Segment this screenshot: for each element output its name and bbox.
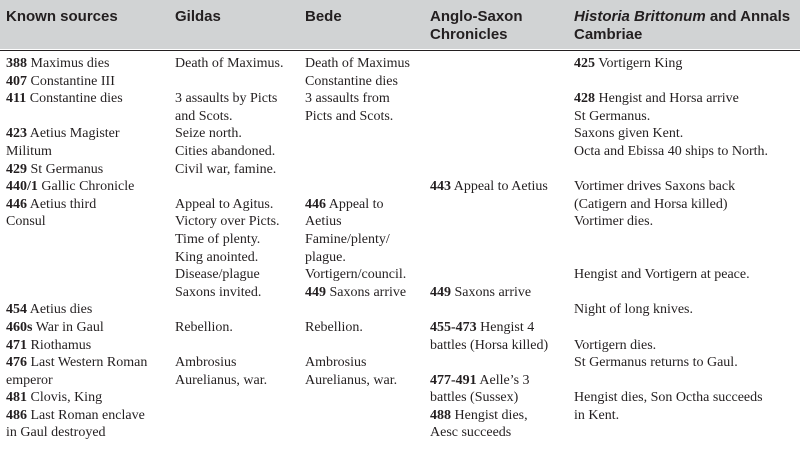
table-cell-line <box>175 108 283 126</box>
table-cell-line <box>305 55 410 73</box>
table-cell-line <box>574 178 768 196</box>
table-cell-line <box>6 407 147 425</box>
table-cell-line <box>574 319 768 337</box>
event-text: plague. <box>305 249 346 265</box>
event-text: Victory over Picts. <box>175 214 280 230</box>
date-label: 388 <box>6 56 27 71</box>
date-label: 477-491 <box>430 372 477 388</box>
event-text: Hengist dies, <box>451 407 528 423</box>
table-cell-line <box>430 407 548 425</box>
table-cell-line <box>574 266 768 284</box>
table-cell-line <box>305 196 410 214</box>
table-cell-line <box>6 108 147 126</box>
table-cell-line <box>175 55 283 73</box>
table-cell-line <box>305 301 410 319</box>
event-text: Constantine III <box>27 73 115 89</box>
table-cell-line <box>305 178 410 196</box>
table-cell-line <box>574 301 768 319</box>
event-text: Picts and Scots. <box>305 108 394 124</box>
header-gildas-text: Gildas <box>175 8 221 25</box>
table-cell-line <box>430 73 548 91</box>
table-cell-line <box>305 337 410 355</box>
event-text: emperor <box>6 372 53 388</box>
table-cell-line <box>305 231 410 249</box>
event-text: Civil war, famine. <box>175 161 277 177</box>
table-cell-line <box>430 125 548 143</box>
table-cell-line <box>430 196 548 214</box>
table-cell-line <box>574 143 768 161</box>
table-cell-line <box>574 284 768 302</box>
date-label: 449 <box>305 284 326 300</box>
table-cell-line <box>430 389 548 407</box>
date-label: 423 <box>6 126 27 142</box>
event-text: War in Gaul <box>32 319 104 335</box>
header-rule <box>0 50 800 51</box>
table-cell-line <box>305 161 410 179</box>
table-cell-line <box>574 108 768 126</box>
event-text: 3 assaults from <box>305 91 390 107</box>
table-cell-line <box>574 161 768 179</box>
table-cell-line <box>6 143 147 161</box>
event-text: battles (Horsa killed) <box>430 337 549 353</box>
date-label: 443 <box>430 179 451 195</box>
table-cell-line <box>175 178 283 196</box>
table-cell-line <box>305 319 410 337</box>
table-cell-line <box>6 125 147 143</box>
table-cell-line <box>430 372 548 390</box>
column-bede <box>305 55 410 389</box>
event-text: St Germanus <box>27 161 104 177</box>
table-cell-line <box>430 213 548 231</box>
table-cell-line <box>175 73 283 91</box>
table-cell-line <box>175 161 283 179</box>
date-label: 471 <box>6 337 27 353</box>
date-label: 440/1 <box>6 179 38 195</box>
header-bede-text: Bede <box>305 8 342 25</box>
table-cell-line <box>6 55 147 73</box>
table-cell-line <box>6 161 147 179</box>
event-text: Maximus dies <box>27 56 110 71</box>
date-label: 411 <box>6 91 27 107</box>
event-text: Disease/plague <box>175 267 260 283</box>
event-text: King anointed. <box>175 249 259 265</box>
table-cell-line <box>305 143 410 161</box>
table-cell-line <box>6 231 147 249</box>
event-text: in Gaul destroyed <box>6 425 106 441</box>
table-cell-line <box>430 161 548 179</box>
table-cell-line <box>430 319 548 337</box>
table-cell-line <box>430 108 548 126</box>
date-label: 449 <box>430 284 451 300</box>
event-text: Appeal to <box>326 196 384 212</box>
header-asc-line1: Anglo-Saxon <box>430 8 523 25</box>
header-known-sources <box>6 8 118 26</box>
event-text: Vortigern King <box>595 56 683 71</box>
table-cell-line <box>430 231 548 249</box>
date-label: 454 <box>6 302 27 318</box>
table-cell-line <box>430 301 548 319</box>
table-cell-line <box>305 372 410 390</box>
table-cell-line <box>6 178 147 196</box>
table-cell-line <box>430 90 548 108</box>
event-text: Appeal to Aetius <box>451 179 548 195</box>
date-label: 446 <box>6 196 27 212</box>
table-cell-line <box>430 337 548 355</box>
event-text: St Germanus. <box>574 108 651 124</box>
table-cell-line <box>430 266 548 284</box>
event-text: Aetius <box>305 214 342 230</box>
event-text: Gallic Chronicle <box>37 179 135 195</box>
date-label: 488 <box>430 407 451 423</box>
table-cell-line <box>430 354 548 372</box>
event-text: Vortimer dies. <box>574 214 654 230</box>
event-text: Vortimer drives Saxons back <box>574 179 736 195</box>
table-cell-line <box>6 213 147 231</box>
event-text: in Kent. <box>574 407 620 423</box>
table-cell-line <box>175 125 283 143</box>
table-cell-line <box>574 389 768 407</box>
table-cell-line <box>574 196 768 214</box>
event-text: Riothamus <box>27 337 92 353</box>
event-text: Famine/plenty/ <box>305 231 390 247</box>
table-cell-line <box>430 249 548 267</box>
date-label: 460s <box>6 319 33 335</box>
event-text: Death of Maximus <box>305 56 410 71</box>
table-cell-line <box>6 372 147 390</box>
header-gildas <box>175 8 221 26</box>
event-text: Ambrosius <box>175 355 237 371</box>
event-text: (Catigern and Horsa killed) <box>574 196 728 212</box>
event-text: Constantine dies <box>305 73 398 89</box>
table-cell-line <box>574 73 768 91</box>
event-text: Hengist dies, Son Octha succeeds <box>574 390 763 406</box>
table-cell-line <box>574 213 768 231</box>
column-historia-brittonum <box>574 55 768 424</box>
event-text: Aetius dies <box>27 302 93 318</box>
event-text: Aesc succeeds <box>430 425 512 441</box>
date-label: 481 <box>6 390 27 406</box>
table-cell-line <box>175 266 283 284</box>
table-cell-line <box>305 125 410 143</box>
table-cell-line <box>175 213 283 231</box>
table-cell-line <box>305 73 410 91</box>
event-text: Hengist and Horsa arrive <box>595 91 739 107</box>
table-cell-line <box>175 231 283 249</box>
table-cell-line <box>574 407 768 425</box>
table-cell-line <box>6 90 147 108</box>
event-text: Saxons arrive <box>451 284 532 300</box>
event-text: Rebellion. <box>305 319 363 335</box>
table-cell-line <box>430 55 548 73</box>
event-text: Aurelianus, war. <box>305 372 398 388</box>
event-text: 3 assaults by Picts <box>175 91 278 107</box>
event-text: Constantine dies <box>26 91 123 107</box>
event-text: Hengist 4 <box>476 319 535 335</box>
event-text: Death of Maximus. <box>175 56 284 71</box>
table-cell-line <box>574 354 768 372</box>
event-text: Militum <box>6 143 52 159</box>
event-text: Octa and Ebissa 40 ships to North. <box>574 143 769 159</box>
table-cell-line <box>175 337 283 355</box>
table-cell-line <box>6 249 147 267</box>
table-cell-line <box>430 143 548 161</box>
table-cell-line <box>6 354 147 372</box>
table-cell-line <box>574 231 768 249</box>
date-label: 429 <box>6 161 27 177</box>
table-cell-line <box>175 301 283 319</box>
table-cell-line <box>574 337 768 355</box>
event-text: Aetius third <box>27 196 97 212</box>
header-bede <box>305 8 342 26</box>
table-cell-line <box>430 424 548 442</box>
event-text: Rebellion. <box>175 319 233 335</box>
event-text: Vortigern dies. <box>574 337 657 353</box>
event-text: Cities abandoned. <box>175 143 276 159</box>
event-text: Clovis, King <box>27 390 103 406</box>
event-text: Vortigern/council. <box>305 267 407 283</box>
date-label: 476 <box>6 355 27 371</box>
table-cell-line <box>430 178 548 196</box>
event-text: Saxons invited. <box>175 284 262 300</box>
header-anglo-saxon-chronicles <box>430 8 523 44</box>
table-cell-line <box>574 90 768 108</box>
table-cell-line <box>305 266 410 284</box>
table-cell-line <box>305 284 410 302</box>
event-text: Hengist and Vortigern at peace. <box>574 267 750 283</box>
table-cell-line <box>574 55 768 73</box>
event-text: Aetius Magister <box>27 126 120 142</box>
event-text: Seize north. <box>175 126 242 142</box>
table-cell-line <box>574 125 768 143</box>
date-label: 486 <box>6 407 27 423</box>
table-cell-line <box>175 90 283 108</box>
event-text: Aelle’s 3 <box>476 372 530 388</box>
table-cell-line <box>6 319 147 337</box>
column-gildas <box>175 55 283 389</box>
event-text: and Scots. <box>175 108 233 124</box>
table-cell-line <box>305 354 410 372</box>
table-cell-line <box>6 266 147 284</box>
date-label: 428 <box>574 91 595 107</box>
event-text: Time of plenty. <box>175 231 261 247</box>
date-label: 455-473 <box>430 319 477 335</box>
header-known-sources-text: Known sources <box>6 8 118 25</box>
table-cell-line <box>6 301 147 319</box>
table-cell-line <box>175 319 283 337</box>
table-cell-line <box>574 372 768 390</box>
header-historia-brittonum <box>574 8 790 44</box>
table-cell-line <box>305 213 410 231</box>
table-cell-line <box>6 284 147 302</box>
event-text: Aurelianus, war. <box>175 372 268 388</box>
table-cell-line <box>175 249 283 267</box>
event-text: Night of long knives. <box>574 302 693 318</box>
column-known-sources <box>6 55 147 442</box>
table-cell-line <box>175 196 283 214</box>
table-cell-line <box>6 389 147 407</box>
header-asc-line2: Chronicles <box>430 26 508 43</box>
table-cell-line <box>305 249 410 267</box>
table-cell-line <box>175 284 283 302</box>
event-text: battles (Sussex) <box>430 390 519 406</box>
date-label: 407 <box>6 73 27 89</box>
table-cell-line <box>175 354 283 372</box>
event-text: Saxons given Kent. <box>574 126 684 142</box>
date-label: 425 <box>574 56 595 71</box>
event-text: Last Roman enclave <box>27 407 145 423</box>
table-cell-line <box>305 108 410 126</box>
column-anglo-saxon-chronicles <box>430 55 548 442</box>
table-cell-line <box>175 143 283 161</box>
table-cell-line <box>574 249 768 267</box>
event-text: Saxons arrive <box>326 284 407 300</box>
table-cell-line <box>430 284 548 302</box>
table-cell-line <box>175 372 283 390</box>
table-cell-line <box>6 73 147 91</box>
event-text: St Germanus returns to Gaul. <box>574 355 738 371</box>
table-cell-line <box>6 424 147 442</box>
event-text: Consul <box>6 214 46 230</box>
table-cell-line <box>6 196 147 214</box>
table-cell-line <box>6 337 147 355</box>
event-text: Appeal to Agitus. <box>175 196 274 212</box>
table-cell-line <box>305 90 410 108</box>
header-hb-rest: and Annals <box>705 8 791 25</box>
date-label: 446 <box>305 196 326 212</box>
header-hb-line2: Cambriae <box>574 26 643 43</box>
header-hb-italic: Historia Brittonum <box>574 8 706 25</box>
event-text: Last Western Roman <box>27 355 148 371</box>
event-text: Ambrosius <box>305 355 367 371</box>
